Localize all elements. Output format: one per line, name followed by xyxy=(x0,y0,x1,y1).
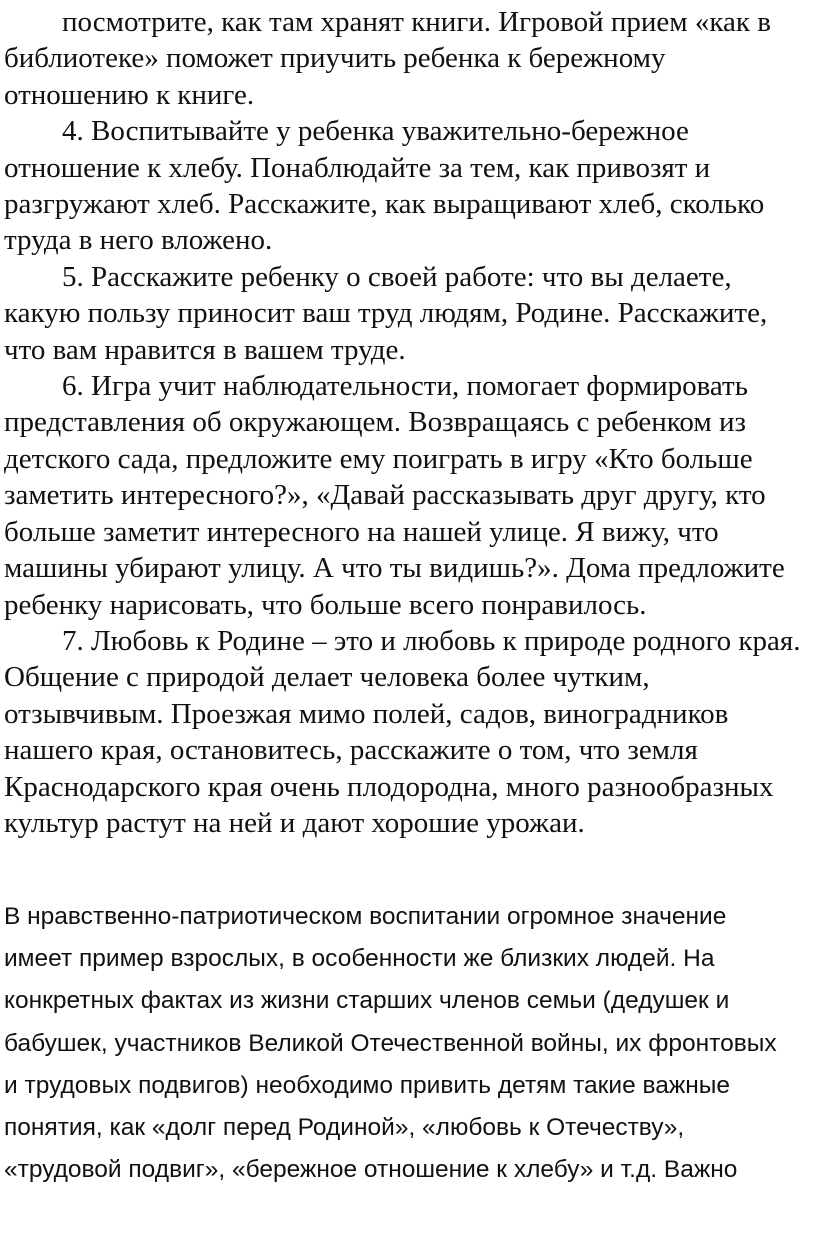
paragraph-item-7-nature: 7. Любовь к Родине – это и любовь к природе родного края. Общение с природой делает человека более чутким, отзывчивым. Проезжая мимо полей, садов, виноградников нашего края, остановитесь, расскажите о том, что земля Краснодарского края очень плодородна, много разнообразных культур растут на ней и дают хорошие урожаи. xyxy=(4,624,801,839)
patriotic-education-text-block xyxy=(4,896,794,1191)
paragraph-library-continuation: посмотрите, как там хранят книги. Игровой прием «как в библиотеке» поможет приучить ребенка к бережному отношению к книге. xyxy=(4,6,771,111)
paragraph-item-6-observation-game: 6. Игра учит наблюдательности, помогает формировать представления об окружающем. Возвращаясь с ребенком из детского сада, предложите ему поиграть в игру «Кто больше заметить интересного?», «Давай рассказывать друг другу, кто больше заметит интересного на нашей улице. Я вижу, что машины убирают улицу. А что ты видишь?». Дома предложите ребенку нарисовать, что больше всего понравилось. xyxy=(4,370,785,621)
paragraph-item-4-bread: 4. Воспитывайте у ребенка уважительно-бережное отношение к хлебу. Понаблюдайте за тем, как привозят и разгружают хлеб. Расскажите, как выращивают хлеб, сколько труда в него вложено. xyxy=(4,115,765,257)
paragraph-item-5-work: 5. Расскажите ребенку о своей работе: что вы делаете, какую пользу приносит ваш труд людям, Родине. Расскажите, что вам нравится в вашем труде. xyxy=(4,260,768,366)
recommendations-text-block xyxy=(4,4,810,841)
paragraph-patriotic-education: В нравственно-патриотическом воспитании огромное значение имеет пример взрослых, в особенности же близких людей. На конкретных фактах из жизни старших членов семьи (дедушек и бабушек, участников Великой Отечественной войны, их фронтовых и трудовых подвигов) необходимо привить детям такие важные понятия, как «долг перед Родиной», «любовь к Отечеству», «трудовой подвиг», «бережное отношение к хлебу» и т.д. Важно xyxy=(4,903,777,1184)
